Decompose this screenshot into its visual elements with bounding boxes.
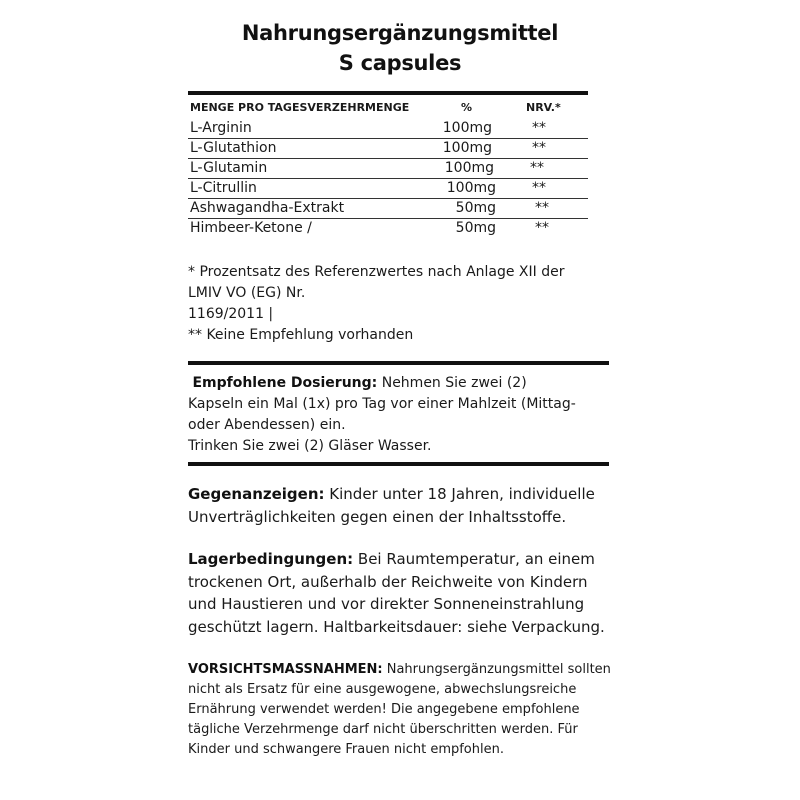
- ingredient-name: Ashwagandha-Extrakt: [190, 200, 345, 216]
- section-divider: [188, 462, 609, 466]
- header-percent: %: [460, 101, 472, 114]
- table-header: [188, 101, 588, 119]
- ingredient-nrv: **: [530, 160, 544, 176]
- precautions-text: nicht als Ersatz für eine ausgewogene, abwechslungsreiche: [188, 682, 577, 697]
- table-row: [188, 139, 588, 159]
- table-top-divider: [188, 91, 588, 95]
- table-row: [188, 219, 588, 238]
- title-line-2: S capsules: [338, 51, 462, 75]
- table-row: [188, 179, 588, 199]
- table-row: [188, 199, 588, 219]
- table-row: [188, 159, 588, 179]
- precautions-text: tägliche Verzehrmenge darf nicht überschritten werden. Für: [188, 722, 578, 737]
- dosage-text: Trinken Sie zwei (2) Gläser Wasser.: [188, 438, 432, 454]
- precautions-text: Ernährung verwendet werden! Die angegebene empfohlene: [188, 702, 580, 717]
- ingredient-amount: 100mg: [442, 140, 492, 156]
- footnote-line: 1169/2011 |: [188, 306, 274, 322]
- precautions-text: Nahrungsergänzungsmittel sollten: [382, 662, 611, 677]
- ingredient-amount: 100mg: [442, 120, 492, 136]
- ingredient-nrv: **: [532, 140, 546, 156]
- ingredient-name: L-Glutathion: [190, 140, 277, 156]
- footnote-line: * Prozentsatz des Referenzwertes nach Anlage XII der: [188, 264, 565, 280]
- storage-text: und Haustieren und vor direkter Sonneneinstrahlung: [188, 595, 585, 613]
- dosage-label: Empfohlene Dosierung:: [192, 375, 378, 391]
- dosage-text: oder Abendessen) ein.: [188, 417, 346, 433]
- ingredient-name: L-Arginin: [190, 120, 252, 136]
- precautions-section: [188, 660, 618, 760]
- contraindications-section: [188, 483, 618, 528]
- storage-text: trockenen Ort, außerhalb der Reichweite von Kindern: [188, 572, 588, 591]
- ingredient-amount: 100mg: [444, 160, 494, 176]
- footnote-line: ** Keine Empfehlung vorhanden: [188, 327, 414, 343]
- ingredient-amount: 50mg: [455, 220, 496, 236]
- header-name: MENGE PRO TAGESVERZEHRMENGE: [190, 101, 410, 114]
- dosage-text: Kapseln ein Mal (1x) pro Tag vor einer Mahlzeit (Mittag-: [188, 396, 576, 412]
- storage-text: Bei Raumtemperatur, an einem: [353, 550, 595, 568]
- contraindications-text: Kinder unter 18 Jahren, individuelle: [324, 485, 595, 503]
- storage-label: Lagerbedingungen:: [188, 550, 354, 568]
- ingredient-nrv: **: [532, 120, 546, 136]
- section-divider: [188, 361, 609, 365]
- product-title: [0, 18, 800, 78]
- ingredient-name: L-Citrullin: [190, 180, 257, 196]
- ingredient-nrv: **: [535, 200, 549, 216]
- footnotes: [188, 262, 608, 346]
- dosage-text: Nehmen Sie zwei (2): [377, 375, 527, 391]
- table-row: [188, 119, 588, 139]
- ingredient-name: L-Glutamin: [190, 160, 268, 176]
- dosage-section: [188, 373, 618, 457]
- precautions-text: Kinder und schwangere Frauen nicht empfohlen.: [188, 742, 504, 757]
- title-line-1: Nahrungsergänzungsmittel: [241, 21, 559, 45]
- ingredient-amount: 100mg: [446, 180, 496, 196]
- storage-text: geschützt lagern. Haltbarkeitsdauer: siehe Verpackung.: [188, 617, 605, 636]
- ingredient-name: Himbeer-Ketone /: [190, 220, 312, 236]
- storage-section: [188, 548, 618, 638]
- footnote-line: LMIV VO (EG) Nr.: [188, 285, 306, 301]
- contraindications-text: Unverträglichkeiten gegen einen der Inhaltsstoffe.: [188, 507, 567, 526]
- contraindications-label: Gegenanzeigen:: [188, 485, 325, 503]
- header-nrv: NRV.*: [526, 101, 561, 114]
- ingredient-amount: 50mg: [455, 200, 496, 216]
- precautions-label: VORSICHTSMASSNAHMEN:: [188, 662, 383, 677]
- ingredient-nrv: **: [535, 220, 549, 236]
- ingredient-nrv: **: [532, 180, 546, 196]
- supplement-facts-table: [188, 91, 588, 238]
